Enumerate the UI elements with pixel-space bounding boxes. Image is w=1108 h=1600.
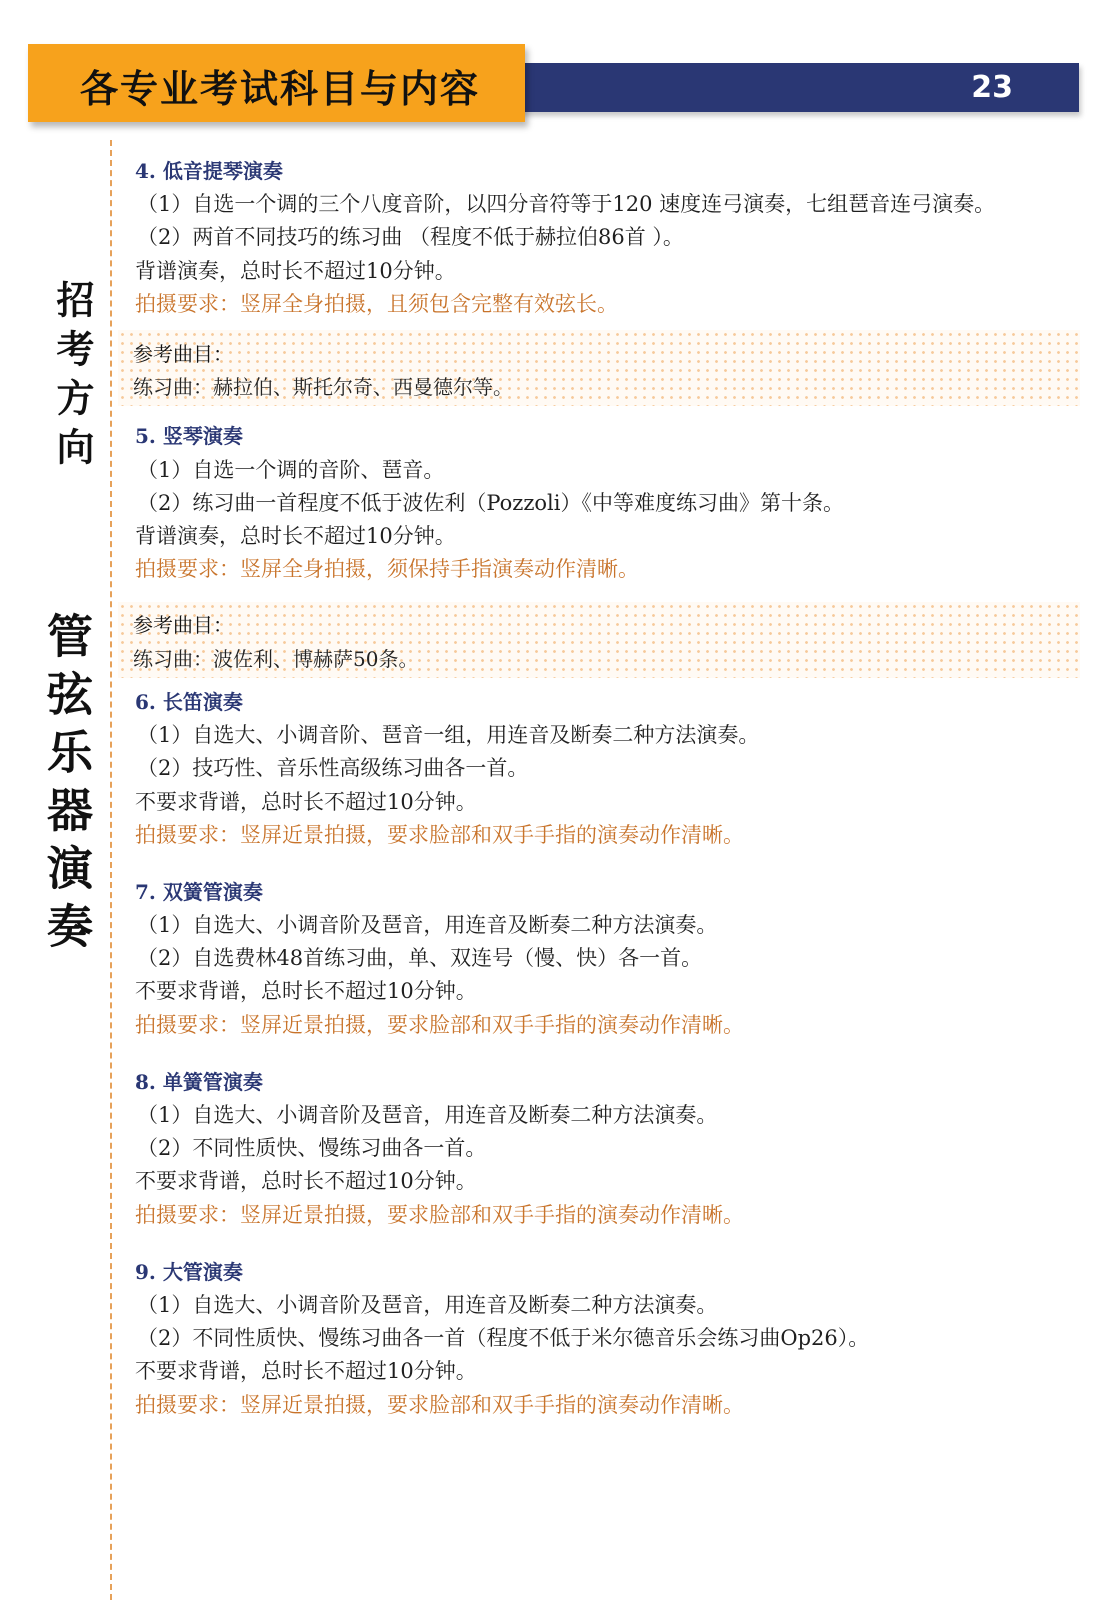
section-item: （1）自选一个调的三个八度音阶，以四分音符等于120 速度连弓演奏，七组琶音连弓演奏。 bbox=[137, 192, 996, 216]
filming-requirement: 拍摄要求：竖屏全身拍摄，须保持手指演奏动作清晰。 bbox=[135, 557, 639, 581]
section-item: （2）不同性质快、慢练习曲各一首。 bbox=[137, 1136, 487, 1160]
section-heading: 7. 双簧管演奏 bbox=[135, 880, 263, 904]
section-item: （1）自选一个调的音阶、琶音。 bbox=[137, 458, 445, 482]
direction-label: 招考方向 bbox=[50, 280, 94, 476]
header-band bbox=[500, 63, 1079, 112]
filming-requirement: 拍摄要求：竖屏近景拍摄，要求脸部和双手手指的演奏动作清晰。 bbox=[135, 823, 744, 847]
title-bar bbox=[28, 44, 525, 122]
category-label: 管弦乐器演奏 bbox=[40, 612, 94, 960]
reference-text: 练习曲：波佐利、博赫萨50条。 bbox=[133, 647, 419, 671]
section-heading: 4. 低音提琴演奏 bbox=[135, 159, 283, 183]
section-item: （2）自选费林48首练习曲，单、双连号（慢、快）各一首。 bbox=[137, 946, 703, 970]
section-item: （2）两首不同技巧的练习曲 （程度不低于赫拉伯86首 ）。 bbox=[137, 225, 684, 249]
reference-text: 练习曲：赫拉伯、斯托尔奇、西曼德尔等。 bbox=[133, 375, 513, 399]
page-title: 各专业考试科目与内容 bbox=[80, 67, 481, 111]
section-heading: 6. 长笛演奏 bbox=[135, 690, 243, 714]
section-item: （1）自选大、小调音阶及琶音，用连音及断奏二种方法演奏。 bbox=[137, 1293, 718, 1317]
section-heading: 5. 竖琴演奏 bbox=[135, 424, 243, 448]
reference-title: 参考曲目： bbox=[133, 613, 233, 637]
section-item: （2）练习曲一首程度不低于波佐利（Pozzoli）《中等难度练习曲》第十条。 bbox=[137, 491, 844, 515]
vertical-divider bbox=[110, 140, 112, 1600]
section-note: 不要求背谱，总时长不超过10分钟。 bbox=[135, 979, 477, 1003]
section-item: （1）自选大、小调音阶及琶音，用连音及断奏二种方法演奏。 bbox=[137, 913, 718, 937]
filming-requirement: 拍摄要求：竖屏近景拍摄，要求脸部和双手手指的演奏动作清晰。 bbox=[135, 1013, 744, 1037]
page-number: 23 bbox=[971, 70, 1013, 105]
reference-title: 参考曲目： bbox=[133, 342, 233, 366]
section-note: 不要求背谱，总时长不超过10分钟。 bbox=[135, 1169, 477, 1193]
section-note: 不要求背谱，总时长不超过10分钟。 bbox=[135, 790, 477, 814]
section-note: 不要求背谱，总时长不超过10分钟。 bbox=[135, 1359, 477, 1383]
section-note: 背谱演奏，总时长不超过10分钟。 bbox=[135, 524, 456, 548]
section-item: （2）不同性质快、慢练习曲各一首（程度不低于米尔德音乐会练习曲Op26）。 bbox=[137, 1326, 870, 1350]
section-item: （1）自选大、小调音阶、琶音一组，用连音及断奏二种方法演奏。 bbox=[137, 723, 760, 747]
section-heading: 8. 单簧管演奏 bbox=[135, 1070, 263, 1094]
section-item: （2）技巧性、音乐性高级练习曲各一首。 bbox=[137, 756, 529, 780]
filming-requirement: 拍摄要求：竖屏近景拍摄，要求脸部和双手手指的演奏动作清晰。 bbox=[135, 1393, 744, 1417]
section-item: （1）自选大、小调音阶及琶音，用连音及断奏二种方法演奏。 bbox=[137, 1103, 718, 1127]
filming-requirement: 拍摄要求：竖屏近景拍摄，要求脸部和双手手指的演奏动作清晰。 bbox=[135, 1203, 744, 1227]
filming-requirement: 拍摄要求：竖屏全身拍摄，且须包含完整有效弦长。 bbox=[135, 292, 618, 316]
section-note: 背谱演奏，总时长不超过10分钟。 bbox=[135, 259, 456, 283]
section-heading: 9. 大管演奏 bbox=[135, 1260, 243, 1284]
